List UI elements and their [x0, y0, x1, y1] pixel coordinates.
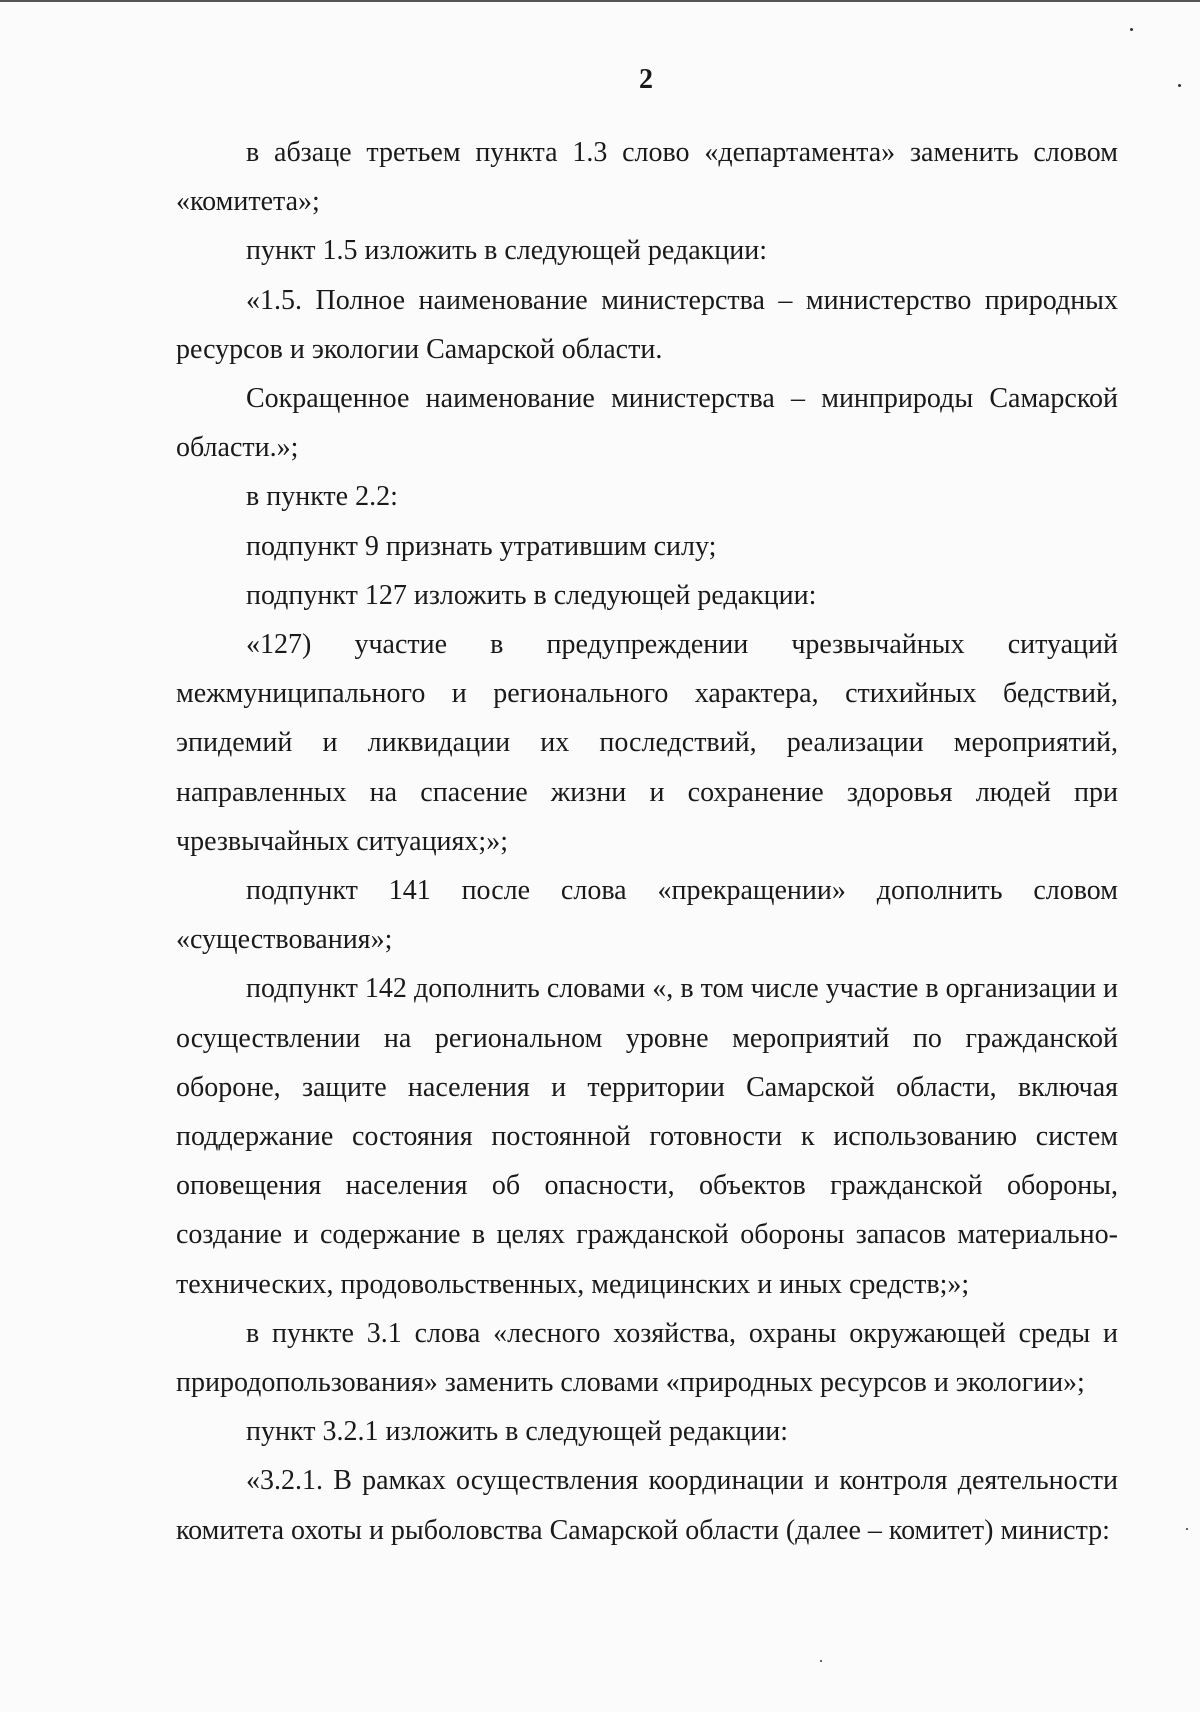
paragraph: подпункт 127 изложить в следующей редакции:: [246, 579, 817, 611]
paragraph: Сокращенное наименование министерства – минприроды Самарской области.»;: [176, 383, 1118, 464]
scan-speck: [1178, 84, 1181, 87]
paragraph: в пункте 2.2:: [246, 481, 398, 513]
paragraph: в абзаце третьем пункта 1.3 слово «департамента» заменить словом «комитета»;: [176, 137, 1118, 218]
paragraph: пункт 1.5 изложить в следующей редакции:: [246, 235, 767, 267]
paragraph: «1.5. Полное наименование министерства – министерство природных ресурсов и экологии Самарской области.: [176, 284, 1118, 365]
page-number: 2: [639, 64, 653, 95]
paragraph: подпункт 141 после слова «прекращении» дополнить словом «существования»;: [176, 875, 1118, 956]
paragraph: «3.2.1. В рамках осуществления координации и контроля деятельности комитета охоты и рыболовства Самарской области (далее – комитет) министр:: [176, 1465, 1118, 1546]
paragraph: пункт 3.2.1 изложить в следующей редакции:: [246, 1416, 788, 1448]
paragraph: подпункт 9 признать утратившим силу;: [246, 530, 717, 562]
paragraph: в пункте 3.1 слова «лесного хозяйства, охраны окружающей среды и природопользования» заменить словами «природных ресурсов и экологии»;: [176, 1317, 1118, 1399]
scan-top-edge: [0, 0, 1200, 2]
document-body: [176, 128, 1118, 1555]
scan-speck: [1130, 28, 1133, 31]
scan-speck: [820, 1660, 822, 1662]
paragraph: «127) участие в предупреждении чрезвычайных ситуаций межмуниципального и регионального характера, стихийных бедствий, эпидемий и ликвидации их последствий, реализации мероприятий, направленных на спасение жизни и сохранение здоровья людей при чрезвычайных ситуациях;»;: [176, 629, 1118, 857]
paragraph: подпункт 142 дополнить словами «, в том числе участие в организации и осуществлении на региональном уровне мероприятий по гражданской обороне, защите населения и территории Самарской области, включая поддержание состояния постоянной готовности к использованию систем оповещения населения об опасности, объектов гражданской обороны, создание и содержание в целях гражданской обороны запасов материально-технических, продовольственных, медицинских и иных средств;»;: [176, 973, 1118, 1300]
scan-speck: [1186, 1528, 1188, 1530]
